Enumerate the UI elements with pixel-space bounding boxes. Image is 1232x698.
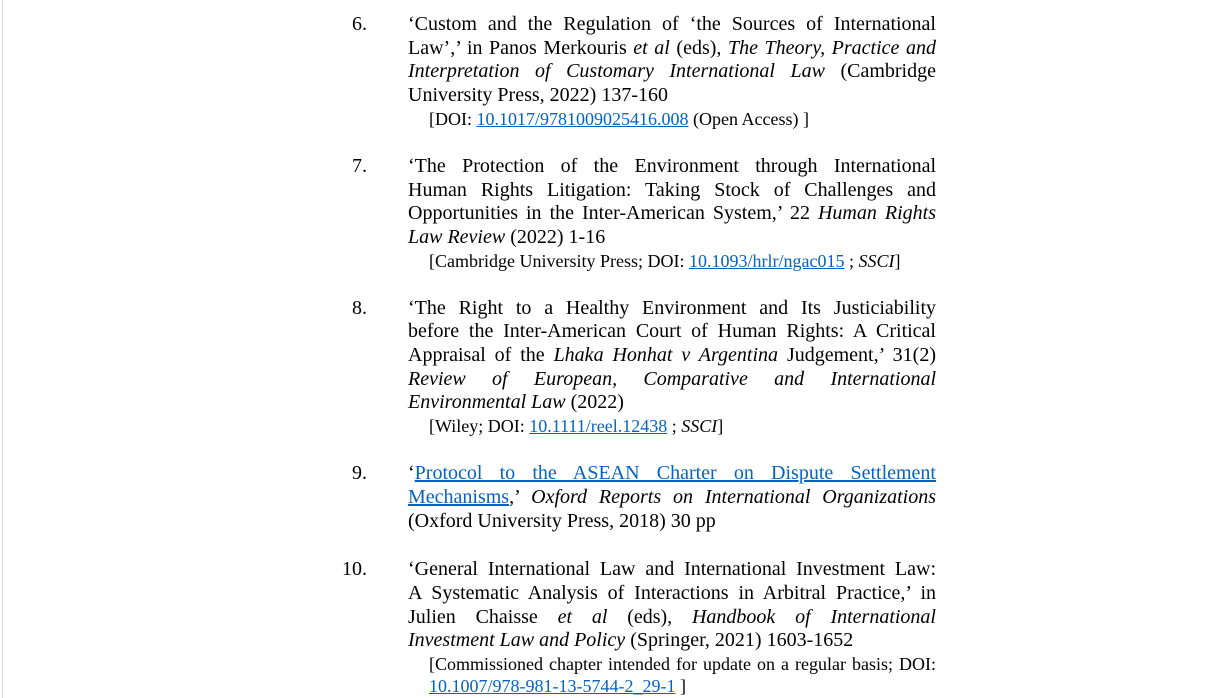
text-line bbox=[429, 675, 936, 697]
citation-text bbox=[408, 155, 936, 250]
citation-text bbox=[408, 558, 936, 653]
italic-text: Environmental Law bbox=[408, 391, 566, 414]
item-body bbox=[408, 13, 936, 130]
plain-text: [Wiley; DOI: bbox=[429, 416, 530, 437]
text-line bbox=[429, 250, 936, 272]
text-line bbox=[408, 582, 936, 606]
italic-text: et al bbox=[557, 605, 608, 628]
plain-text: (Cambridge bbox=[824, 60, 936, 83]
item-body bbox=[408, 462, 936, 533]
text-line bbox=[429, 108, 936, 130]
text-line bbox=[408, 320, 936, 344]
italic-text: Handbook of International bbox=[691, 605, 936, 628]
plain-text: ‘The Right to a Healthy Environment and Its Justiciability bbox=[408, 296, 936, 319]
plain-text: (2022) 1-16 bbox=[505, 225, 606, 248]
plain-text: University Press, 2022) 137-160 bbox=[408, 84, 668, 107]
doi-link[interactable]: 10.1007/978-981-13-5744-2_29-1 bbox=[429, 676, 676, 697]
plain-text: ‘ bbox=[408, 462, 415, 485]
item-number: 6. bbox=[352, 13, 367, 35]
plain-text: (eds), bbox=[669, 36, 728, 59]
plain-text: [DOI: bbox=[429, 108, 477, 129]
italic-text: Review of European, Comparative and International bbox=[408, 367, 936, 390]
citation-text bbox=[408, 13, 936, 108]
italic-text: SSCI bbox=[858, 250, 895, 271]
doi-link[interactable]: 10.1093/hrlr/ngac015 bbox=[688, 250, 845, 271]
bibliography-item bbox=[0, 297, 936, 438]
plain-text: Opportunities in the Inter-American System,’ 22 bbox=[408, 202, 818, 225]
plain-text: (eds), bbox=[607, 605, 692, 628]
plain-text: (2022) bbox=[565, 391, 624, 414]
text-line bbox=[408, 13, 936, 37]
plain-text: [Commissioned chapter intended for update on a regular basis; DOI: bbox=[429, 654, 936, 675]
italic-text: Oxford Reports on International Organizations bbox=[531, 485, 936, 508]
item-number: 8. bbox=[352, 296, 367, 319]
bibliography-list bbox=[0, 13, 936, 698]
plain-text: (Oxford University Press, 2018) 30 pp bbox=[408, 509, 716, 532]
plain-text: (Springer, 2021) 1603-1652 bbox=[625, 629, 854, 652]
plain-text: Law’,’ in Panos Merkouris bbox=[408, 36, 634, 59]
text-line bbox=[408, 297, 936, 321]
text-line bbox=[408, 629, 936, 653]
text-line bbox=[408, 202, 936, 226]
italic-text: et al bbox=[633, 36, 670, 59]
text-line bbox=[408, 179, 936, 203]
item-number: 10. bbox=[342, 558, 367, 581]
plain-text: ] bbox=[675, 676, 686, 697]
title-link[interactable]: Protocol to the ASEAN Charter on Dispute Settlement bbox=[414, 462, 936, 485]
text-line bbox=[408, 391, 936, 415]
plain-text: A Systematic Analysis of Interactions in Arbitral Practice,’ in bbox=[408, 581, 936, 604]
item-body bbox=[408, 155, 936, 272]
citation-note bbox=[408, 415, 936, 437]
plain-text: ‘Custom and the Regulation of ‘the Sources of International bbox=[408, 13, 936, 35]
bibliography-item bbox=[0, 558, 936, 697]
plain-text: ] bbox=[717, 416, 724, 437]
plain-text: [Cambridge University Press; DOI: bbox=[429, 250, 689, 271]
bibliography-item bbox=[0, 155, 936, 272]
text-line bbox=[408, 344, 936, 368]
item-body bbox=[408, 297, 936, 438]
plain-text: ,’ bbox=[509, 485, 532, 508]
plain-text: ] bbox=[894, 250, 901, 271]
text-line bbox=[408, 60, 936, 84]
item-body bbox=[408, 558, 936, 697]
italic-text: Investment Law and Policy bbox=[408, 629, 626, 652]
text-line bbox=[408, 37, 936, 61]
plain-text: Human Rights Litigation: Taking Stock of Challenges and bbox=[408, 178, 936, 201]
italic-text: SSCI bbox=[681, 416, 718, 437]
text-line bbox=[408, 510, 936, 534]
text-line bbox=[429, 653, 936, 675]
item-number: 7. bbox=[352, 154, 367, 177]
text-line bbox=[408, 155, 936, 179]
citation-note bbox=[408, 653, 936, 697]
plain-text: ‘General International Law and International Investment Law: bbox=[408, 558, 936, 581]
doi-link[interactable]: 10.1017/9781009025416.008 bbox=[476, 108, 689, 129]
text-line bbox=[408, 84, 936, 108]
citation-text bbox=[408, 297, 936, 416]
plain-text: ; bbox=[844, 250, 859, 271]
citation-note bbox=[408, 108, 936, 130]
item-number: 9. bbox=[352, 462, 367, 485]
italic-text: Lhaka Honhat v Argentina bbox=[553, 344, 779, 367]
plain-text: ‘The Protection of the Environment through International bbox=[408, 154, 936, 177]
bibliography-item bbox=[0, 462, 936, 533]
doi-link[interactable]: 10.1111/reel.12438 bbox=[529, 416, 668, 437]
text-line bbox=[408, 486, 936, 510]
bibliography-item bbox=[0, 13, 936, 130]
italic-text: Law Review bbox=[408, 225, 506, 248]
italic-text: Human Rights bbox=[817, 202, 936, 225]
text-line bbox=[408, 226, 936, 250]
plain-text: (Open Access) ] bbox=[688, 108, 809, 129]
plain-text: Judgement,’ 31(2) bbox=[778, 344, 936, 367]
text-line bbox=[429, 415, 936, 437]
text-line bbox=[408, 462, 936, 486]
citation-note bbox=[408, 250, 936, 272]
italic-text: Interpretation of Customary International Law bbox=[408, 60, 825, 83]
plain-text: Julien Chaisse bbox=[408, 605, 558, 628]
plain-text: ; bbox=[667, 416, 682, 437]
plain-text: Appraisal of the bbox=[408, 344, 554, 367]
italic-text: The Theory, Practice and bbox=[727, 36, 936, 59]
text-line bbox=[408, 368, 936, 392]
text-line bbox=[408, 606, 936, 630]
citation-text bbox=[408, 462, 936, 533]
title-link[interactable]: Mechanisms bbox=[408, 485, 510, 508]
plain-text: before the Inter-American Court of Human Rights: A Critical bbox=[408, 320, 936, 343]
text-line bbox=[408, 558, 936, 582]
